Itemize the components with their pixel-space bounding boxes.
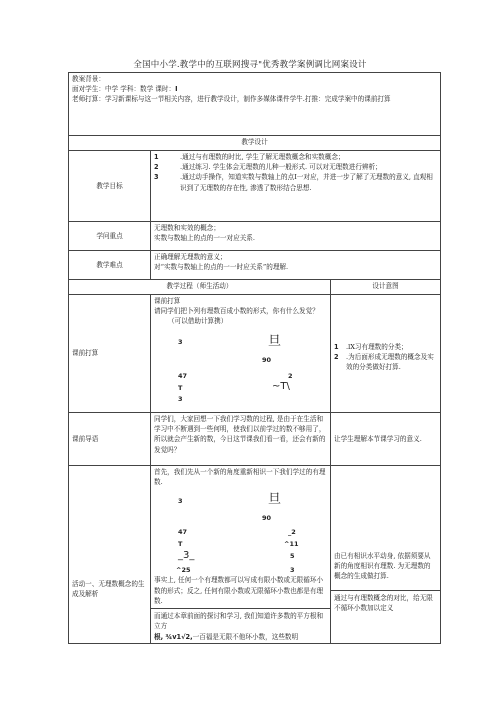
activity1-intent-1: 由已有相识水平动身, 依据须要从新的角度相识有理数. 为无理数的概念的生成做打算.	[334, 552, 431, 581]
process-header: 教学过程（师生活动）	[69, 280, 331, 295]
prep-heading: 课前打算	[154, 297, 181, 305]
goal-item: 1 .通过与有理数的时比, 学生了解无理数概念和实数概念；	[154, 153, 345, 161]
intro-intent: 让学生理解本节课学习的意义.	[331, 413, 441, 466]
section-design-heading: 教学设计	[69, 136, 441, 151]
prep-math-examples: 3 旦 90 47 2 T ~T\ 3	[178, 333, 293, 403]
activity1-rational-definition: 事实上, 任何一个有理数都可以写成有限小数或无限循环小数的形式；反之, 任何有限小数或无限循环小数也都是有理数.	[154, 576, 324, 605]
background-row	[69, 73, 441, 136]
process-header-row	[69, 280, 441, 295]
period-value: I	[175, 85, 178, 94]
prep-label: 课前打算	[69, 295, 151, 413]
key-points-label: 学问重点	[69, 222, 151, 251]
difficult-points-row	[69, 251, 441, 280]
page-title: 全国中小学.教学中的互联网搜寻"优秀教学案例调比网案设计	[133, 60, 367, 70]
intent-header: 设计意图	[331, 280, 441, 295]
goals-label: 教学目标	[69, 151, 151, 222]
activity1-continuation: 而通过本章前面的探讨和学习, 我们知道许多数的平方根和立方	[154, 612, 324, 631]
goal-item: 2 .通过练习. 学生体会无理数的儿种一般形式. 可以对无理数进行辨析；	[154, 163, 382, 172]
activity1-label: 活动一、无理数概念的生成及解析	[69, 466, 151, 644]
background-preparation: 老师打算：学习新课标与这一节相关内容，进行教学设计，制作多媒体课件学牛.打推：完成学案中的课前打算	[72, 95, 391, 104]
goal-item: 3 .通过动手操作，知道实数与数轴上的点I一对应，并进一步了解了无理数的意义, 直观相识到了无理数的存在性, 渗透了数形结合思想.	[154, 173, 433, 192]
key-point-2: 实数与数轴上的点的一一对应关系.	[154, 234, 256, 243]
activity1-root-examples: 根, ¾v1√2,一百福是无限不他环小数，这些数明	[154, 632, 299, 641]
intro-label: 课前导语	[69, 413, 151, 466]
activity1-intent-2: 通过与有理数概念的对比，给无限不循环小数加以定义	[331, 590, 440, 613]
activity1-row	[69, 466, 441, 644]
difficult-points-label: 教学难点	[69, 251, 151, 280]
background-label: 教案背景：	[72, 75, 105, 83]
design-header-row	[69, 136, 441, 151]
goals-row	[69, 151, 441, 222]
activity1-math-examples: 3 旦 90 47 _2 T ^11 _3_ 5 ^25 3	[176, 492, 299, 575]
intro-row	[69, 413, 441, 466]
difficult-point-1: 正确理解无理数的意义；	[154, 253, 227, 261]
prep-intent-item: 2 .为后面形成无理数的概念及实效的分类做好打算.	[334, 352, 434, 372]
prep-hint: （可以借助计算携）	[168, 317, 228, 326]
prep-intent-item: 1 .lX习有理数的分类；	[334, 342, 408, 351]
difficult-point-2: 对“实数与数轴上的点的一一时应关系”的理解.	[154, 263, 289, 272]
lesson-plan-table	[68, 72, 441, 644]
key-point-1: 无理数和实效的概念；	[154, 224, 220, 232]
activity1-intro-text: 首先，我们先从一个新的角度重新相识一下我们学过的有理数.	[154, 468, 326, 487]
intro-text: 同学们，大家回想一下我们学习数的过程, 是由于在生活和学习中不断遇到一些何明，使我们以前学过的数不够用了，所以就会产生新的数，今日这节课我们看一看，还会有新的发觉吗？	[151, 413, 331, 466]
key-points-row	[69, 222, 441, 251]
prep-text: 请同学们把卜列有理数百成小数的形式，你有什么发觉？	[154, 307, 319, 316]
prep-row	[69, 295, 441, 413]
background-audience: 面对学生：中学 学科：数学 课时：I	[72, 85, 178, 94]
